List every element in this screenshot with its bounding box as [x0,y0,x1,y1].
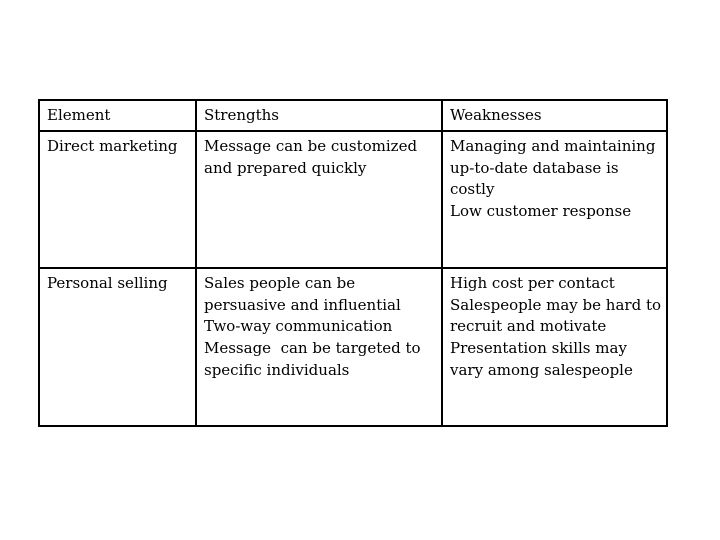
cell-weaknesses [442,268,667,426]
strength-line: Message can be customized [204,137,418,155]
strength-line: persuasive and influential [204,295,401,314]
strength-line: Message can be targeted to [204,339,421,358]
cell-strengths [196,131,442,268]
comparison-table [38,99,668,427]
header-weaknesses: Weaknesses [442,100,667,131]
table-row [39,268,667,426]
weakness-line: recruit and motivate [450,317,607,336]
cell-element: Direct marketing [39,131,196,268]
weakness-line: up-to-date database is [450,158,619,177]
strength-line: Sales people can be [204,274,356,292]
weakness-line: vary among salespeople [450,360,633,379]
strength-line: Two-way communication [204,317,393,336]
header-strengths: Strengths [196,100,442,131]
cell-element: Personal selling [39,268,196,426]
weakness-line: Presentation skills may [450,339,627,358]
table-header-row [39,100,667,131]
weakness-line: Managing and maintaining [450,137,656,155]
cell-weaknesses [442,131,667,268]
strength-line: specific individuals [204,360,350,379]
weakness-line: High cost per contact [450,274,615,292]
strength-line: and prepared quickly [204,158,367,177]
table-row [39,131,667,268]
weakness-line: Low customer response [450,202,632,221]
weakness-line: Salespeople may be hard to [450,295,662,314]
cell-strengths [196,268,442,426]
header-element: Element [39,100,196,131]
weakness-line: costly [450,180,495,199]
